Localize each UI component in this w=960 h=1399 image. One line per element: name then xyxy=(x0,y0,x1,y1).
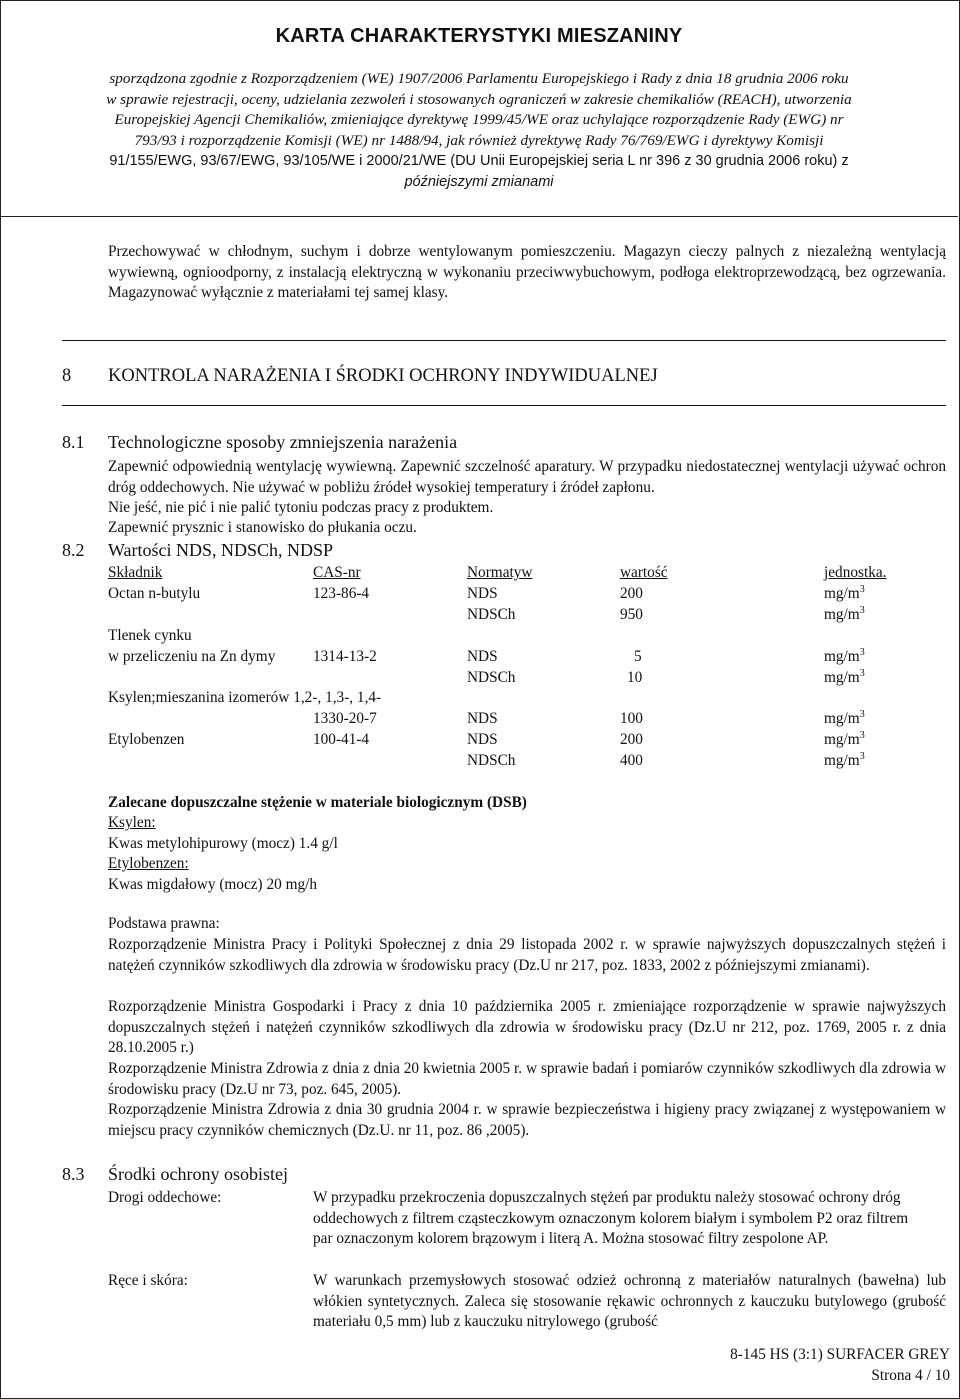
unit-cell: $mg/m^3$ xyxy=(824,709,865,727)
table-cell: NDS xyxy=(467,710,498,727)
subsection-8-3-heading xyxy=(62,1164,288,1185)
dsb-ksylen-label: Ksylen: xyxy=(108,814,156,831)
unit-cell: $mg/m^3$ xyxy=(824,584,865,602)
respiratory-label: Drogi oddechowe: xyxy=(108,1189,222,1206)
dsb-etyl-value: Kwas migdałowy (mocz) 20 mg/h xyxy=(108,876,318,893)
dsb-title: Zalecane dopuszczalne stężenie w materiale biologicznym (DSB) xyxy=(108,794,527,811)
column-header: wartość xyxy=(620,564,668,581)
table-cell: NDS xyxy=(467,585,498,602)
table-cell: Etylobenzen xyxy=(108,731,185,748)
section-number: 8 xyxy=(62,366,72,386)
document-title: KARTA CHARAKTERYSTYKI MIESZANINY xyxy=(275,25,683,47)
subsection-title: Wartości NDS, NDSCh, NDSP xyxy=(108,540,334,560)
column-header: jednostka. xyxy=(824,564,887,581)
eyewash-text: Zapewnić prysznic i stanowisko do płukania oczu. xyxy=(108,519,417,536)
table-cell: NDSCh xyxy=(467,606,516,623)
section-divider xyxy=(62,405,946,406)
regulation-text xyxy=(40,69,918,192)
table-cell: NDS xyxy=(467,731,498,748)
table-cell: 200 xyxy=(620,731,643,748)
column-header: CAS-nr xyxy=(313,564,361,581)
table-cell: 400 xyxy=(620,752,643,769)
unit-cell: $mg/m^3$ xyxy=(824,605,865,623)
table-cell: 1330-20-7 xyxy=(313,710,377,727)
legal-basis-label: Podstawa prawna: xyxy=(108,915,220,932)
table-cell: 10 xyxy=(627,669,643,686)
table-cell: 200 xyxy=(620,585,643,602)
regulation-line: 793/93 i rozporządzenie Komisji (WE) nr 1488/94, jak również dyrektywę Rady 76/769/EWG i dyrektywy Komisji xyxy=(134,131,824,149)
legal-paragraph: Rozporządzenie Ministra Zdrowia z dnia 30 grudnia 2004 r. w sprawie bezpieczeństwa i higieny pracy związanej z występowaniem w miejscu pracy czynników chemicznych (Dz.U. nr 11, poz. 86 ,2005). xyxy=(108,1101,946,1139)
subsection-title: Technologiczne sposoby zmniejszenia narażenia xyxy=(108,432,458,452)
legal-paragraph: Rozporządzenie Ministra Zdrowia z dnia z dnia 20 kwietnia 2005 r. w sprawie badań i pomiarów czynników szkodliwych dla zdrowia w środowisku pracy (Dz.U nr 73, poz. 645, 2005). xyxy=(108,1060,946,1098)
section-divider xyxy=(62,340,946,341)
column-header: Normatyw xyxy=(467,564,533,581)
table-cell: 5 xyxy=(634,648,642,665)
skin-text: W warunkach przemysłowych stosować odzież ochronną z materiałów naturalnych (bawełna) lub włókien syntetycznych. Zaleca się stosowanie rękawic ochronnych z kauczuku butylowego (grubość materiału 0,5 mm) lub z kauczuku nitrylowego (grubość xyxy=(313,1272,946,1331)
subsection-8-2-heading xyxy=(62,540,333,561)
regulation-line: późniejszymi zmianami xyxy=(404,173,554,190)
subsection-number: 8.3 xyxy=(62,1164,85,1184)
dsb-etyl-label: Etylobenzen: xyxy=(108,855,189,872)
respiratory-text: W przypadku przekroczenia dopuszczalnych stężeń par produktu należy stosować ochrony dróg oddechowych z filtrem cząsteczkowym oznaczonym kolorem białym i symbolem P2 oraz filtrem par oznaczonym kolorem brązowym i literą A. Można stosować filtry zespolone AP. xyxy=(313,1189,909,1248)
table-cell: NDSCh xyxy=(467,752,516,769)
table-cell: 1314-13-2 xyxy=(313,648,377,665)
table-cell: Tlenek cynku xyxy=(108,627,192,644)
table-cell: Octan n-butylu xyxy=(108,585,201,602)
section-8-heading xyxy=(62,366,658,387)
table-cell: Ksylen;mieszanina izomerów 1,2-, 1,3-, 1,4- xyxy=(108,689,382,706)
footer-page: Strona 4 / 10 xyxy=(871,1367,950,1384)
table-cell: 100-41-4 xyxy=(313,731,370,748)
section-title: KONTROLA NARAŻENIA I ŚRODKI OCHRONY INDYWIDUALNEJ xyxy=(108,366,658,386)
table-cell: NDS xyxy=(467,648,498,665)
dsb-ksylen-value: Kwas metylohipurowy (mocz) 1.4 g/l xyxy=(108,835,338,852)
skin-label: Ręce i skóra: xyxy=(108,1272,188,1289)
subsection-number: 8.1 xyxy=(62,432,85,452)
unit-cell: $mg/m^3$ xyxy=(824,730,865,748)
unit-cell: $mg/m^3$ xyxy=(824,751,865,769)
hygiene-text: Nie jeść, nie pić i nie palić tytoniu podczas pracy z produktem. xyxy=(108,499,494,516)
table-cell: w przeliczeniu na Zn dymy xyxy=(108,648,276,665)
table-cell: 950 xyxy=(620,606,643,623)
regulation-line: w sprawie rejestracji, oceny, udzielania zezwoleń i stosowanych ograniczeń w zakresie chemikaliów (REACH), utworzenia xyxy=(106,90,852,108)
footer-product: 8-145 HS (3:1) SURFACER GREY xyxy=(730,1346,950,1363)
regulation-line: 91/155/EWG, 93/67/EWG, 93/105/WE i 2000/21/WE (DU Unii Europejskiej seria L nr 396 z 30 grudnia 2006 roku) z xyxy=(109,153,849,169)
unit-cell: $mg/m^3$ xyxy=(824,668,865,686)
document-header xyxy=(0,0,958,217)
subsection-8-1-heading xyxy=(62,432,457,453)
subsection-title: Środki ochrony osobistej xyxy=(108,1164,288,1184)
ventilation-text: Zapewnić odpowiednią wentylację wywiewną. Zapewnić szczelność aparatury. W przypadku niedostatecznej wentylacji używać ochron dróg oddechowych. Nie używać w pobliżu źródeł wysokiej temperatury i źródeł zapłonu. xyxy=(108,458,946,496)
regulation-line: sporządzona zgodnie z Rozporządzeniem (WE) 1907/2006 Parlamentu Europejskiego i Rady z dnia 18 grudnia 2006 roku xyxy=(109,70,849,87)
table-cell: 100 xyxy=(620,710,643,727)
unit-cell: $mg/m^3$ xyxy=(824,647,865,665)
column-header: Składnik xyxy=(108,564,163,581)
table-cell: NDSCh xyxy=(467,669,516,686)
legal-paragraph: Rozporządzenie Ministra Pracy i Polityki Społecznej z dnia 29 listopada 2002 r. w sprawie najwyższych dopuszczalnych stężeń i natężeń czynników szkodliwych dla zdrowia w środowisku pracy (Dz.U nr 217, poz. 1833, 2002 z późniejszymi zmianami). xyxy=(108,936,946,974)
regulation-line: Europejskiej Agencji Chemikaliów, zmieniające dyrektywę 1999/45/WE oraz uchylające rozporządzenie Rady (EWG) nr xyxy=(114,111,844,128)
subsection-number: 8.2 xyxy=(62,540,85,560)
table-cell: 123-86-4 xyxy=(313,585,370,602)
storage-paragraph: Przechowywać w chłodnym, suchym i dobrze wentylowanym pomieszczeniu. Magazyn cieczy palnych z niezależną wentylacją wywiewną, ognioodporny, z instalacją elektryczną w wykonaniu przeciwwybuchowym, podłoga elektroprzewodzącą, bez ogrzewania. Magazynować wyłącznie z materiałami tej samej klasy. xyxy=(108,243,946,302)
legal-paragraph: Rozporządzenie Ministra Gospodarki i Pracy z dnia 10 października 2005 r. zmieniające rozporządzenie w sprawie najwyższych dopuszczalnych stężeń i natężeń czynników szkodliwych dla zdrowia w środowisku pracy (Dz.U nr 212, poz. 1769, 2005 r. z dnia 28.10.2005 r.) xyxy=(108,998,946,1057)
